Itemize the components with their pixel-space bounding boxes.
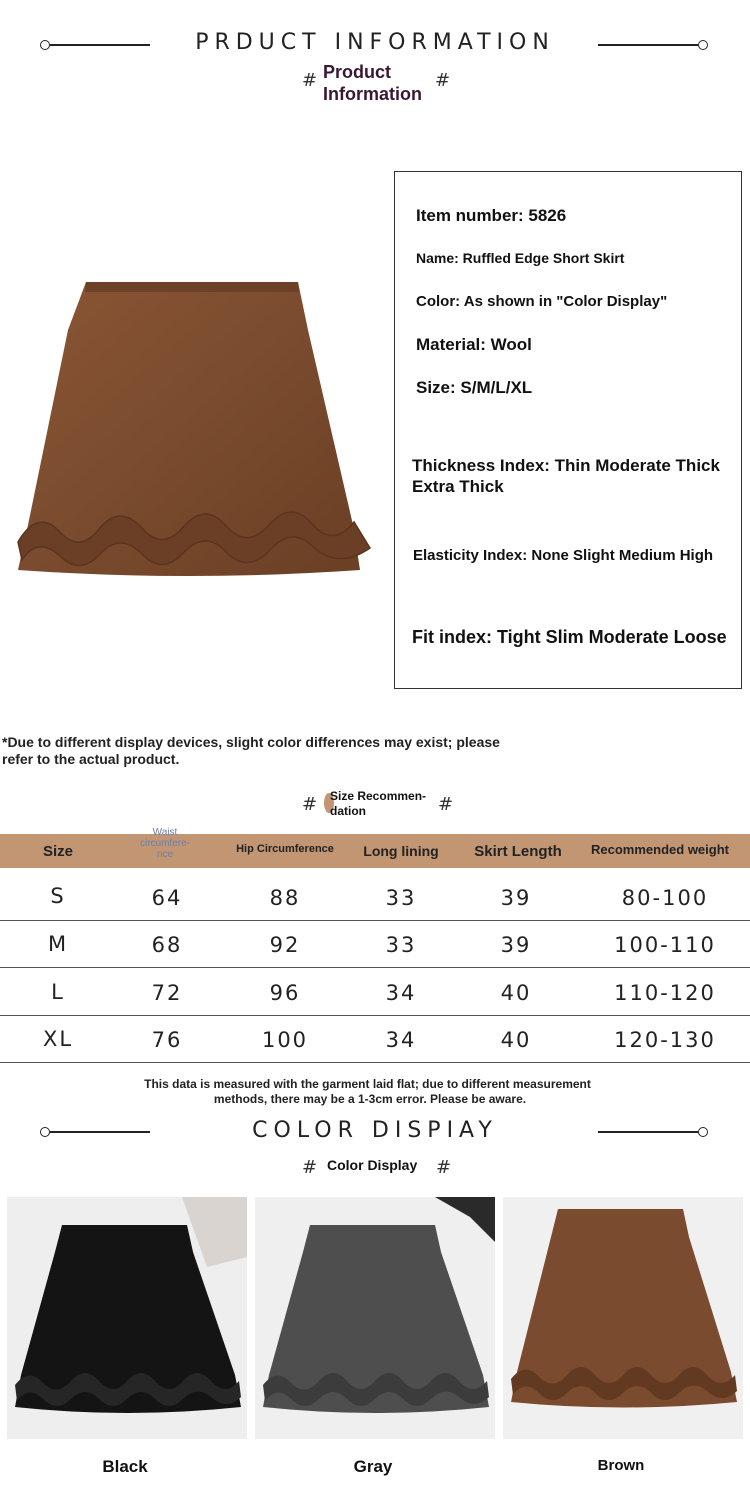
cell-hip: 100 <box>261 1028 309 1052</box>
measurement-note-line-2: methods, there may be a 1-3cm error. Please be aware. <box>213 1092 527 1106</box>
cell-waist: 68 <box>151 933 183 957</box>
cell-weight: 80-100 <box>621 886 709 910</box>
heading-left-dot <box>40 40 50 50</box>
thickness-index-line-1: Thickness Index: Thin Moderate Thick <box>412 456 720 475</box>
cell-skirt-length: 39 <box>500 886 532 910</box>
size-hash-left: # <box>302 794 318 815</box>
color-photo-black[interactable] <box>7 1197 247 1439</box>
table-divider <box>0 967 750 968</box>
product-material: Material: Wool <box>416 335 532 354</box>
header-waist <box>125 826 205 860</box>
table-divider <box>0 1062 750 1063</box>
color-hash-right: # <box>436 1157 452 1178</box>
cell-waist: 76 <box>151 1028 183 1052</box>
color-photo-brown[interactable] <box>503 1197 743 1439</box>
cell-skirt-length: 39 <box>500 933 532 957</box>
cell-weight: 100-110 <box>614 933 716 957</box>
header-skirt-length: Skirt Length <box>474 842 562 860</box>
product-size: Size: S/M/L/XL <box>416 378 533 397</box>
cell-skirt-length: 40 <box>500 1028 532 1052</box>
table-divider <box>0 1015 750 1016</box>
cell-hip: 88 <box>269 886 301 910</box>
cell-size: M <box>47 932 69 956</box>
cell-long-lining: 33 <box>385 933 417 957</box>
cell-waist: 64 <box>151 886 183 910</box>
color-label-black: Black <box>102 1457 148 1476</box>
size-heading-line-2: dation <box>330 804 366 818</box>
color-heading-left-line <box>50 1131 150 1133</box>
cell-hip: 92 <box>269 933 301 957</box>
size-heading-line-1: Size Recommen- <box>330 789 427 803</box>
product-info-box <box>394 171 742 689</box>
page-title: PRDUCT INFORMATION <box>195 30 555 55</box>
cell-weight: 120-130 <box>614 1028 716 1052</box>
cell-skirt-length: 40 <box>500 981 532 1005</box>
gray-skirt-image <box>255 1197 495 1439</box>
cell-long-lining: 34 <box>385 1028 417 1052</box>
color-label-gray: Gray <box>353 1457 393 1476</box>
elasticity-index: Elasticity Index: None Slight Medium High <box>413 547 714 564</box>
cell-size: XL <box>42 1027 74 1051</box>
heading-right-line <box>598 44 698 46</box>
product-skirt-image <box>8 270 378 590</box>
subtitle-hash-right: # <box>435 70 451 91</box>
cell-long-lining: 33 <box>385 886 417 910</box>
color-heading-left-dot <box>40 1127 50 1137</box>
cell-size: S <box>50 884 66 908</box>
cell-hip: 96 <box>269 981 301 1005</box>
header-hip: Hip Circumference <box>236 843 334 855</box>
header-waist-line-1: Waist <box>152 826 178 838</box>
heading-left-line <box>50 44 150 46</box>
color-heading-right-dot <box>698 1127 708 1137</box>
measurement-note-line-1: This data is measured with the garment laid flat; due to different measurement <box>144 1077 591 1091</box>
color-hash-left: # <box>302 1157 318 1178</box>
color-label-brown: Brown <box>597 1457 645 1474</box>
color-display-title: COLOR DISPIAY <box>252 1118 498 1143</box>
size-table-header <box>0 826 750 868</box>
size-hash-right: # <box>438 794 454 815</box>
color-heading-right-line <box>598 1131 698 1133</box>
subtitle-line-1: Product <box>323 62 392 82</box>
cell-waist: 72 <box>151 981 183 1005</box>
brown-skirt-image <box>503 1197 743 1439</box>
color-display-subtitle: Color Display <box>327 1157 418 1173</box>
subtitle-hash-left: # <box>302 70 318 91</box>
color-difference-note-line-1: *Due to different display devices, slight color differences may exist; please <box>2 734 500 750</box>
black-skirt-image <box>7 1197 247 1439</box>
header-waist-line-2: circumfere- <box>139 837 190 849</box>
product-name: Name: Ruffled Edge Short Skirt <box>416 250 625 266</box>
thickness-index-line-2: Extra Thick <box>412 477 504 496</box>
cell-long-lining: 34 <box>385 981 417 1005</box>
header-size: Size <box>42 842 73 860</box>
table-divider <box>0 920 750 921</box>
fit-index: Fit index: Tight Slim Moderate Loose <box>412 627 727 647</box>
header-recommended-weight: Recommended weight <box>591 841 729 857</box>
cell-weight: 110-120 <box>614 981 716 1005</box>
header-long-lining: Long lining <box>363 843 439 859</box>
cell-size: L <box>51 980 65 1004</box>
product-color: Color: As shown in "Color Display" <box>416 293 668 310</box>
item-number: Item number: 5826 <box>416 206 567 225</box>
heading-right-dot <box>698 40 708 50</box>
subtitle-line-2: Information <box>323 84 422 104</box>
color-difference-note-line-2: refer to the actual product. <box>2 751 180 767</box>
color-photo-gray[interactable] <box>255 1197 495 1439</box>
header-waist-line-3: nce <box>156 848 174 860</box>
